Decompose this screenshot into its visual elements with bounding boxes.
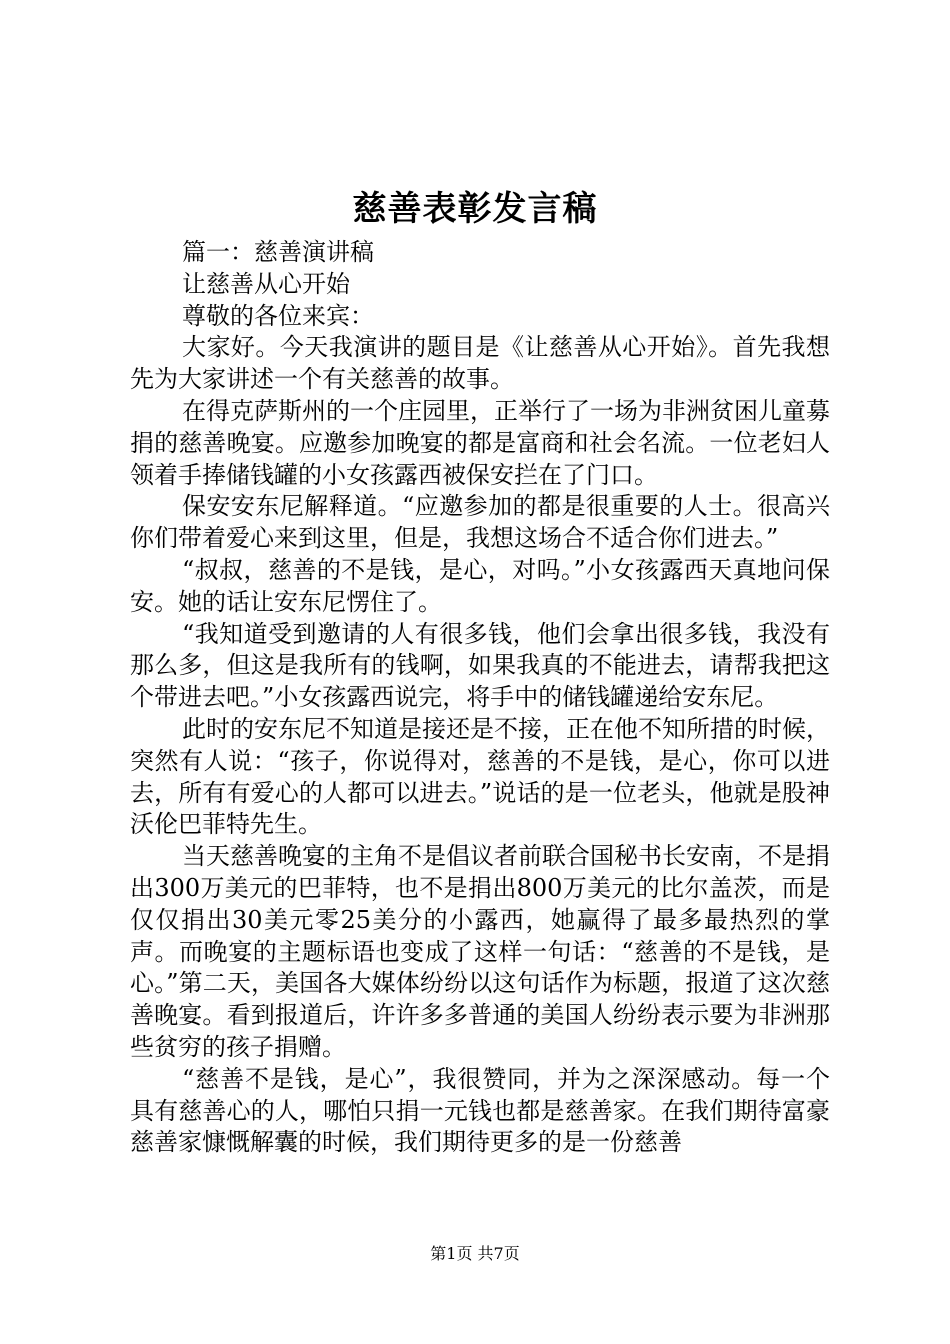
paragraph: 在得克萨斯州的一个庄园里，正举行了一场为非洲贫困儿童募捐的慈善晚宴。应邀参加晚宴的都是富商和社会名流。一位老妇人领着手捧储钱罐的小女孩露西被保安拦在了门口。 <box>130 396 830 489</box>
paragraph-salutation: 尊敬的各位来宾： <box>182 301 374 330</box>
page-footer: 第1页 共7页 <box>430 1244 520 1263</box>
paragraph: “慈善不是钱，是心”，我很赞同，并为之深深感动。每一个具有慈善心的人，哪怕只捐一元钱也都是慈善家。在我们期待富豪慈善家慷慨解囊的时候，我们期待更多的是一份慈善 <box>130 1064 830 1157</box>
paragraph: “我知道受到邀请的人有很多钱，他们会拿出很多钱，我没有那么多，但这是我所有的钱啊，如果我真的不能进去，请帮我把这个带进去吧。”小女孩露西说完，将手中的储钱罐递给安东尼。 <box>130 619 830 712</box>
paragraph: 当天慈善晚宴的主角不是倡议者前联合国秘书长安南，不是捐出300万美元的巴菲特，也不是捐出800万美元的比尔盖茨，而是仅仅捐出30美元零25美分的小露西，她赢得了最多最热烈的掌声。而晚宴的主题标语也变成了这样一句话：“慈善的不是钱，是心。”第二天，美国各大媒体纷纷以这句话作为标题，报道了这次慈善晚宴。看到报道后，许许多多普通的美国人纷纷表示要为非洲那些贫穷的孩子捐赠。 <box>130 842 830 1061</box>
paragraph-subtitle: 让慈善从心开始 <box>182 269 350 298</box>
paragraph: 此时的安东尼不知道是接还是不接，正在他不知所措的时候，突然有人说：“孩子，你说得对，慈善的不是钱，是心，你可以进去，所有有爱心的人都可以进去。”说话的是一位老头，他就是股神沃伦巴菲特先生。 <box>130 714 830 839</box>
document-body <box>130 237 830 1159</box>
paragraph: “叔叔，慈善的不是钱，是心，对吗。”小女孩露西天真地问保安。她的话让安东尼愣住了。 <box>130 555 830 616</box>
paragraph: 大家好。今天我演讲的题目是《让慈善从心开始》。首先我想先为大家讲述一个有关慈善的故事。 <box>130 333 830 394</box>
paragraph: 保安安东尼解释道。“应邀参加的都是很重要的人士。很高兴你们带着爱心来到这里，但是，我想这场合不适合你们进去。” <box>130 492 830 553</box>
paragraph-heading: 篇一：慈善演讲稿 <box>182 238 374 266</box>
document-title: 慈善表彰发言稿 <box>352 189 598 229</box>
